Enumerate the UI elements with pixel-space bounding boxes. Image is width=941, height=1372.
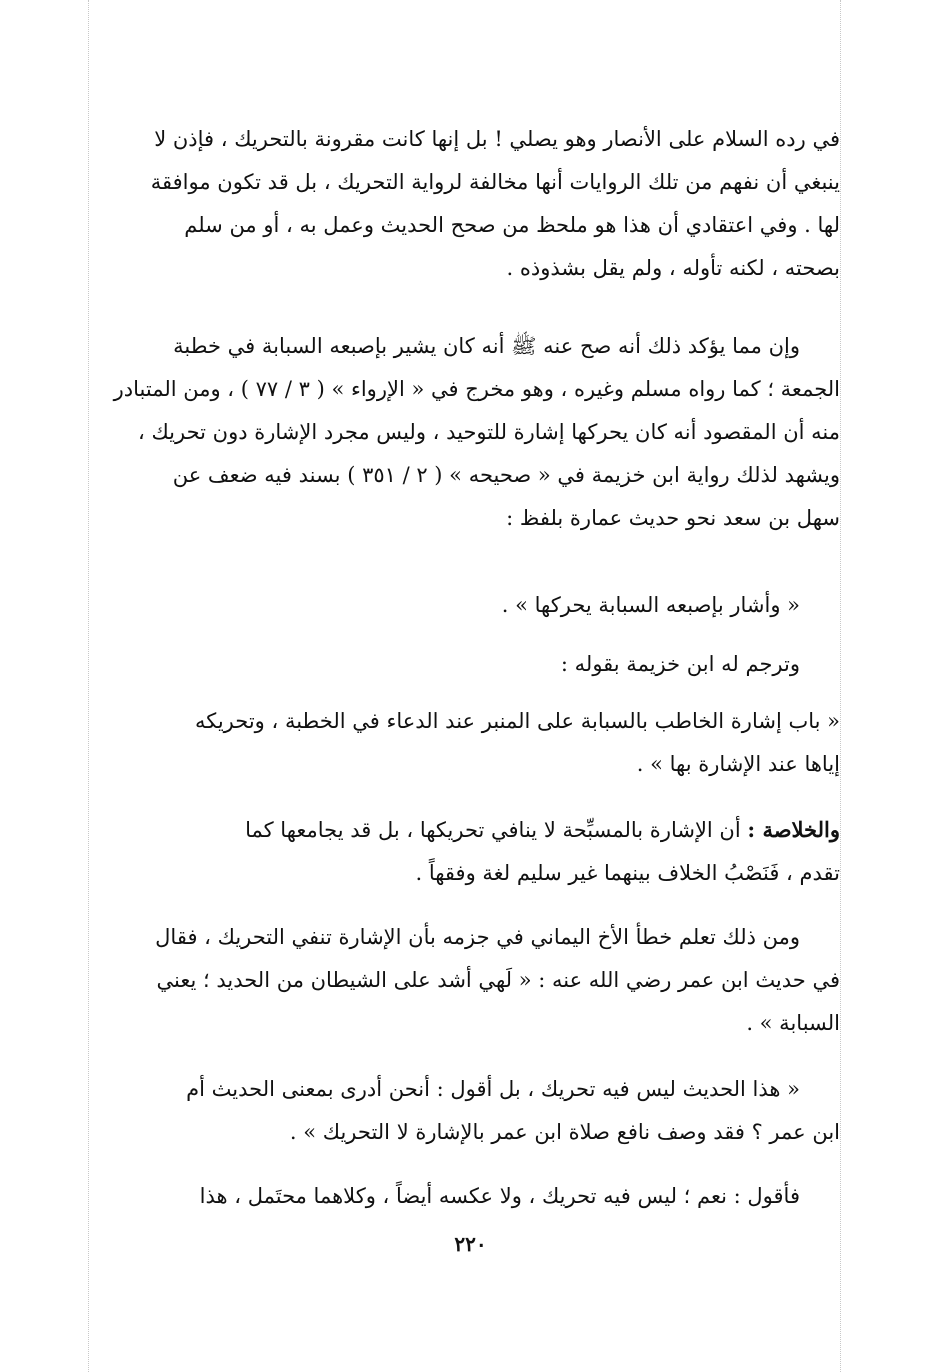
text-line: إياها عند الإشارة بها » . [636,752,840,776]
page-number: ٢٢٠ [454,1232,487,1256]
text-line: بصحته ، لكنه تأوله ، ولم يقل بشذوذه . [506,256,840,280]
text-line: « باب إشارة الخاطب بالسبابة على المنبر عند الدعاء في الخطبة ، وتحريكه [194,709,840,733]
quote-paragraph-2 [100,700,840,786]
text-line: سهل بن سعد نحو حديث عمارة بلفظ : [506,506,840,530]
quote-paragraph [100,584,840,627]
text-line: ومن ذلك تعلم خطأ الأخ اليماني في جزمه بأن الإشارة تنفي التحريك ، فقال [155,925,800,949]
conclusion-lead: والخلاصة : [747,817,840,842]
text-line: ويشهد لذلك رواية ابن خزيمة في « صحيحه » ( ٢ / ٣٥١ ) بسند فيه ضعف عن [172,463,840,487]
text-line: « وأشار بإصبعه السبابة يحركها » . [501,593,800,617]
paragraph-9 [100,1175,840,1218]
text-line: فأقول : نعم ؛ ليس فيه تحريك ، ولا عكسه أيضاً ، وكلاهما محتَمل ، هذا [199,1184,800,1208]
text-line: « هذا الحديث ليس فيه تحريك ، بل أقول : أنحن أدرى بمعنى الحديث أم [186,1077,800,1101]
text-line: ابن عمر ؟ فقد وصف نافع صلاة ابن عمر بالإشارة لا التحريك » . [289,1120,840,1144]
paragraph-4 [100,643,840,686]
paragraph-7 [100,916,840,1045]
right-margin-guide [840,0,841,1372]
text-line: وإن مما يؤكد ذلك أنه صح عنه ﷺ أنه كان يشير بإصبعه السبابة في خطبة [173,334,800,358]
text-line: في رده السلام على الأنصار وهو يصلي ! بل إنها كانت مقرونة بالتحريك ، فإذن لا [154,127,840,151]
quote-paragraph-3 [100,1068,840,1154]
paragraph-2 [100,325,840,540]
conclusion-paragraph [100,808,840,895]
left-margin-guide [88,0,89,1372]
conclusion-text: أن الإشارة بالمسبِّحة لا ينافي تحريكها ، بل قد يجامعها كما [245,818,748,842]
text-line: السبابة » . [746,1011,840,1035]
paragraph-1 [100,118,840,290]
text-line: تقدم ، فَنَصْبُ الخلاف بينهما غير سليم لغة وفقهاً . [415,861,840,885]
text-line: الجمعة ؛ كما رواه مسلم وغيره ، وهو مخرج في « الإرواء » ( ٣ / ٧٧ ) ، ومن المتبادر [113,377,840,401]
text-line: ينبغي أن نفهم من تلك الروايات أنها مخالفة لرواية التحريك ، بل قد تكون موافقة [150,170,840,194]
text-line: منه أن المقصود أنه كان يحركها إشارة للتوحيد ، وليس مجرد الإشارة دون تحريك ، [138,420,840,444]
text-line: وترجم له ابن خزيمة بقوله : [560,652,800,676]
text-line: في حديث ابن عمر رضي الله عنه : « لَهي أشد على الشيطان من الحديد ؛ يعني [156,968,840,992]
text-line: لها . وفي اعتقادي أن هذا هو ملحظ من صحح الحديث وعمل به ، أو من سلم [184,213,840,237]
text-line [100,808,840,852]
